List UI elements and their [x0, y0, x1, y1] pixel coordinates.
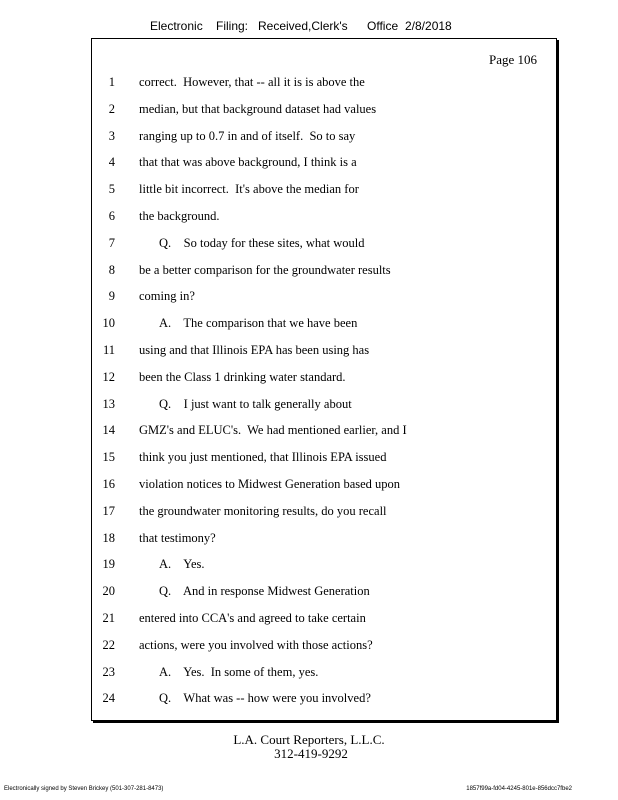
transcript-line [92, 102, 556, 120]
line-text: A. Yes. In some of them, yes. [159, 664, 319, 679]
line-text: GMZ's and ELUC's. We had mentioned earlier, and I [139, 423, 407, 438]
transcript-line [92, 504, 556, 522]
transcript-line [92, 263, 556, 281]
line-number: 20 [102, 584, 115, 599]
line-number: 1 [108, 75, 115, 89]
page-number: Page 106 [488, 52, 537, 67]
line-text: be a better comparison for the groundwater results [139, 262, 391, 277]
transcript-line [92, 611, 556, 629]
header-received: Received,Clerk's [258, 19, 348, 33]
line-number: 8 [108, 262, 115, 277]
line-number: 19 [102, 557, 115, 572]
line-number: 11 [102, 343, 115, 357]
line-number: 24 [102, 691, 115, 706]
transcript-line [92, 584, 556, 602]
transcript-line [92, 531, 556, 549]
transcript-line [92, 75, 556, 93]
transcript-line [92, 370, 556, 388]
transcript-line [92, 638, 556, 656]
line-text: Q. What was -- how were you involved? [159, 691, 371, 706]
line-text: A. The comparison that we have been [159, 316, 358, 331]
line-number: 9 [108, 289, 115, 304]
line-number: 18 [102, 530, 115, 545]
line-text: ranging up to 0.7 in and of itself. So to say [139, 128, 356, 143]
transcript-line [92, 450, 556, 468]
line-number: 3 [108, 128, 115, 143]
transcript-line [92, 423, 556, 441]
line-number: 4 [108, 155, 115, 170]
document-hash: 1857f99a-fd04-4245-801e-856dcc7fbe2 [466, 786, 572, 792]
transcript-line [92, 182, 556, 200]
line-text: entered into CCA's and agreed to take certain [139, 611, 366, 625]
line-number: 13 [102, 396, 115, 411]
line-text: Q. And in response Midwest Generation [159, 584, 370, 599]
line-number: 5 [108, 182, 115, 197]
transcript-line [92, 209, 556, 227]
transcript-line [92, 289, 556, 307]
header-date: 2/8/2018 [405, 19, 452, 33]
line-number: 12 [102, 369, 115, 384]
line-text: little bit incorrect. It's above the median for [139, 182, 359, 197]
line-number: 23 [102, 664, 115, 679]
line-number: 6 [108, 209, 115, 223]
filing-header [0, 19, 618, 37]
line-number: 15 [102, 450, 115, 465]
reporter-company: L.A. Court Reporters, L.L.C. [233, 732, 385, 747]
line-number: 17 [102, 503, 115, 518]
line-text: been the Class 1 drinking water standard. [139, 369, 346, 384]
reporter-footer [0, 733, 618, 761]
line-text: using and that Illinois EPA has been using has [139, 343, 370, 357]
transcript-line [92, 129, 556, 147]
transcript-line [92, 397, 556, 415]
transcript-line [92, 557, 556, 575]
line-number: 10 [102, 316, 115, 331]
line-text: think you just mentioned, that Illinois EPA issued [139, 450, 387, 465]
line-text: the background. [139, 209, 220, 223]
line-text: median, but that background dataset had values [139, 101, 377, 116]
line-text: Q. So today for these sites, what would [159, 235, 365, 250]
line-text: Q. I just want to talk generally about [159, 396, 352, 411]
header-electronic: Electronic [150, 19, 203, 33]
header-office: Office [367, 19, 399, 33]
line-number: 7 [108, 235, 115, 250]
line-number: 16 [102, 477, 115, 491]
transcript-line [92, 477, 556, 495]
line-number: 2 [108, 101, 115, 116]
transcript-line [92, 316, 556, 334]
line-text: that testimony? [139, 530, 216, 545]
line-text: that that was above background, I think is a [139, 155, 357, 170]
transcript-line [92, 665, 556, 683]
line-text: the groundwater monitoring results, do you recall [139, 503, 387, 518]
line-text: coming in? [139, 289, 195, 304]
line-text: actions, were you involved with those actions? [139, 637, 373, 652]
line-text: violation notices to Midwest Generation based upon [139, 477, 401, 491]
electronic-signature: Electronically signed by Steven Brickey (501-307-281-8473) [4, 786, 164, 792]
transcript-page [91, 38, 557, 721]
transcript-line [92, 691, 556, 709]
line-text: correct. However, that -- all it is is above the [139, 75, 365, 89]
transcript-line [92, 343, 556, 361]
line-number: 22 [102, 637, 115, 652]
line-number: 21 [102, 611, 115, 625]
header-filing: Filing: [216, 19, 249, 33]
line-text: A. Yes. [159, 557, 205, 572]
transcript-line [92, 236, 556, 254]
line-number: 14 [102, 423, 115, 438]
transcript-line [92, 155, 556, 173]
reporter-phone: 312-419-9292 [274, 746, 348, 761]
